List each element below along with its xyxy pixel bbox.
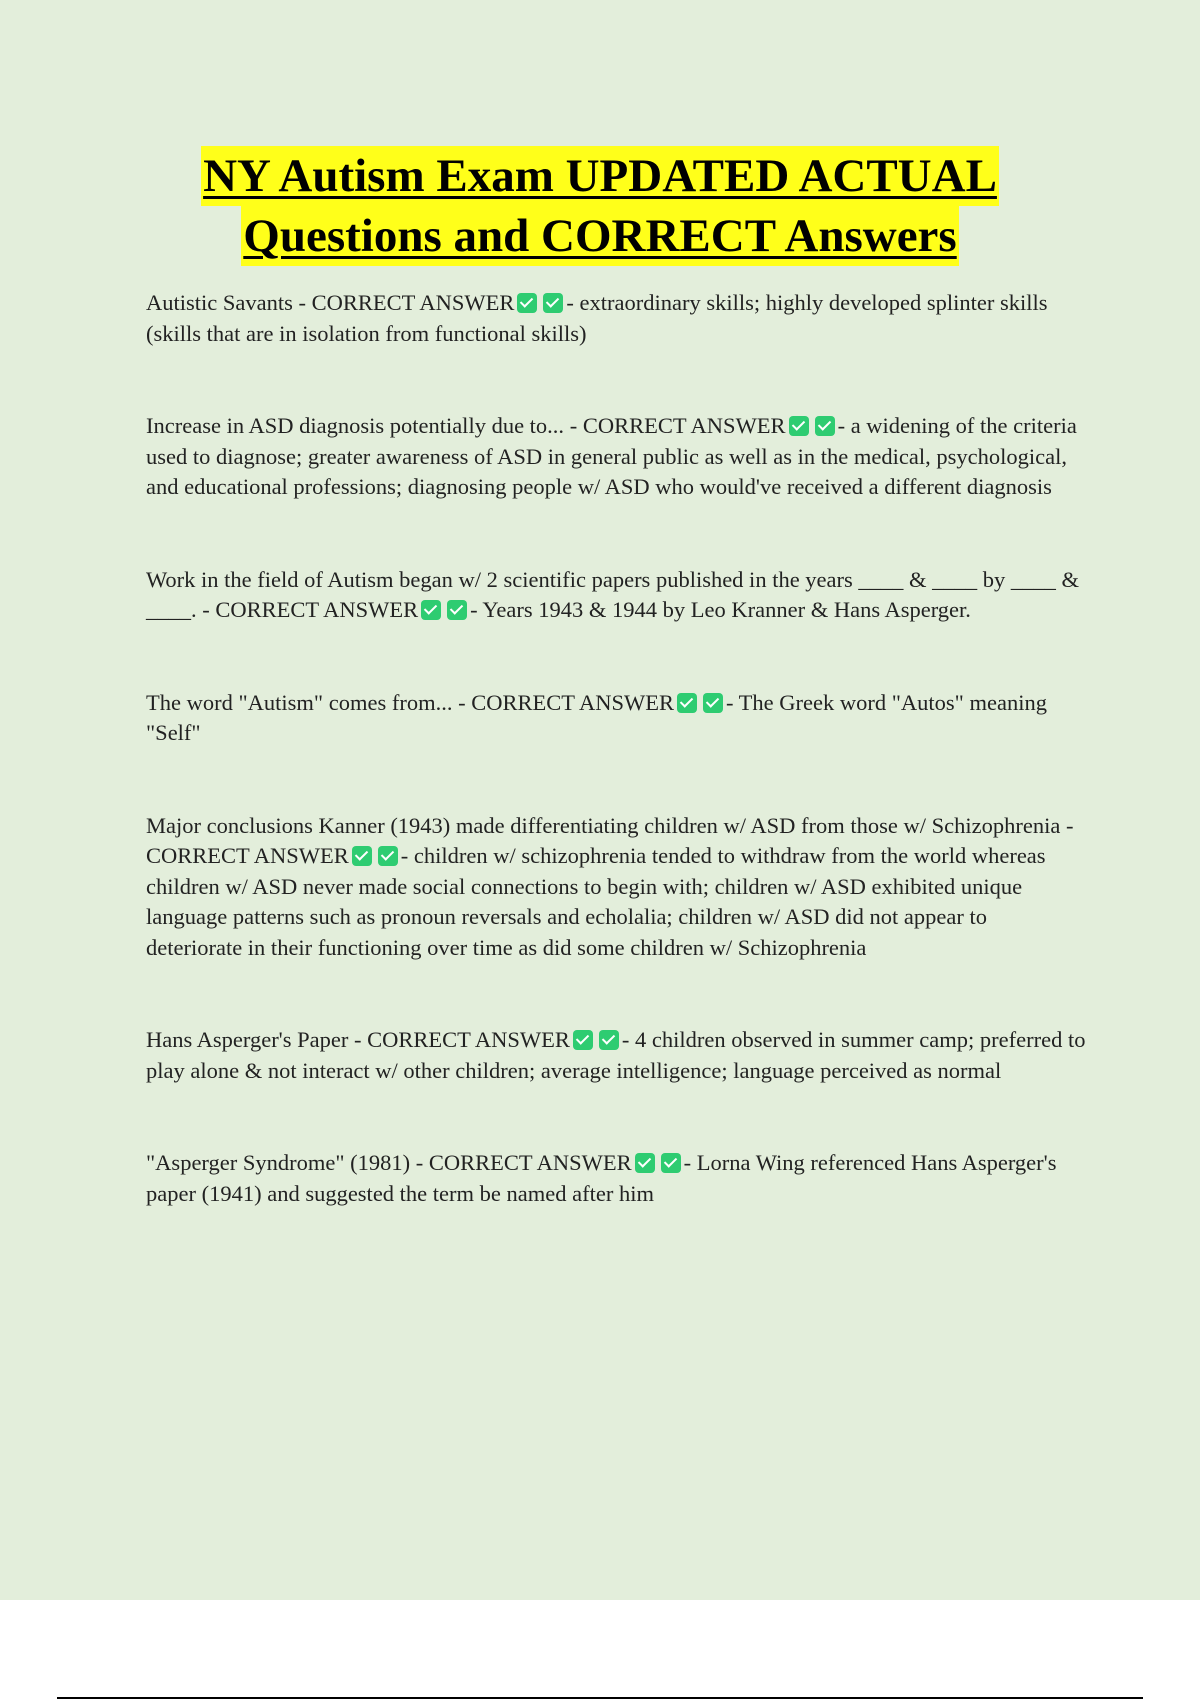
question-text: The word "Autism" comes from...: [146, 689, 453, 715]
check-icon: [517, 293, 537, 313]
title-line-2: Questions and CORRECT Answers: [241, 206, 958, 266]
answer-marker: CORRECT ANSWER: [428, 1150, 632, 1175]
qa-item: Autistic Savants - CORRECT ANSWER - extraordinary skills; highly developed splinter skills (skills that are in isolation from functional skills): [146, 290, 1048, 346]
answer-marker: CORRECT ANSWER: [311, 290, 515, 315]
answer-marker: CORRECT ANSWER: [215, 597, 419, 622]
answer-text: a widening of the criteria used to diagnose; greater awareness of ASD in general public as well as in the medical, psychological, and educational professions; diagnosing people w/ ASD who would've received a different diagnosis: [146, 413, 1077, 499]
qa-item: Major conclusions Kanner (1943) made differentiating children w/ ASD from those w/ Schizophrenia - CORRECT ANSWER - children w/ schizophrenia tended to withdraw from the world whereas children w/ ASD never made social connections to begin with; children w/ ASD exhibited unique language patterns such as pronoun reversals and echolalia; children w/ ASD did not appear to deteriorate in their functioning over time as did some children w/ Schizophrenia: [146, 812, 1074, 960]
check-icon: [661, 1153, 681, 1173]
check-icon: [352, 846, 372, 866]
question-text: Hans Asperger's Paper: [146, 1027, 349, 1052]
answer-text: children w/ schizophrenia tended to withdraw from the world whereas children w/ ASD never made social connections to begin with; children w/ ASD exhibited unique language patterns such as pronoun reversals and echolalia; children w/ ASD did not appear to deteriorate in their functioning over time as did some children w/ Schizophrenia: [146, 843, 1046, 960]
answer-marker: CORRECT ANSWER: [582, 413, 786, 438]
answer-text: extraordinary skills; highly developed splinter skills (skills that are in isolation from functional skills): [146, 290, 1048, 346]
check-icon: [421, 600, 441, 620]
title-line-1: NY Autism Exam UPDATED ACTUAL: [201, 146, 999, 206]
question-text: "Asperger Syndrome" (1981): [146, 1150, 411, 1175]
check-icon: [543, 293, 563, 313]
answer-text: Years 1943 & 1944 by Leo Kranner & Hans Asperger.: [482, 597, 971, 622]
qa-item: Work in the field of Autism began w/ 2 scientific papers published in the years ____ & ____ by ____ & ____. - CORRECT ANSWER - Years 1943 & 1944 by Leo Kranner & Hans Asperger.: [146, 566, 1080, 622]
question-text: Work in the field of Autism began w/ 2 scientific papers published in the years ____ & ____ by ____ & ____.: [146, 566, 1080, 622]
check-icon: [677, 693, 697, 713]
answer-text: Lorna Wing referenced Hans Asperger's paper (1941) and suggested the term be named after him: [146, 1150, 1057, 1206]
answer-text: 4 children observed in summer camp; preferred to play alone & not interact w/ other children; average intelligence; language perceived as normal: [146, 1027, 1086, 1083]
check-icon: [599, 1030, 619, 1050]
qa-item: The word "Autism" comes from... - CORRECT ANSWER - The Greek word "Autos" meaning "Self": [146, 689, 1047, 745]
qa-item: "Asperger Syndrome" (1981) - CORRECT ANSWER - Lorna Wing referenced Hans Asperger's paper (1941) and suggested the term be named after him: [146, 1150, 1057, 1206]
check-icon: [447, 600, 467, 620]
question-text: Major conclusions Kanner (1943) made differentiating children w/ ASD from those w/ Schizophrenia: [146, 812, 1061, 838]
question-text: Increase in ASD diagnosis potentially due to...: [146, 413, 565, 438]
document-title: [0, 146, 1200, 266]
answer-marker: CORRECT ANSWER: [471, 689, 674, 715]
qa-item: Increase in ASD diagnosis potentially due to... - CORRECT ANSWER - a widening of the criteria used to diagnose; greater awareness of ASD in general public as well as in the medical, psychological, and educational professions; diagnosing people w/ ASD who would've received a different diagnosis: [146, 413, 1077, 499]
answer-marker: CORRECT ANSWER: [146, 843, 349, 868]
check-icon: [573, 1030, 593, 1050]
answer-marker: CORRECT ANSWER: [367, 1027, 570, 1052]
footer-divider: [57, 1697, 1143, 1699]
check-icon: [703, 693, 723, 713]
question-text: Autistic Savants: [146, 290, 293, 315]
check-icon: [378, 846, 398, 866]
check-icon: [789, 416, 809, 436]
answer-text: The Greek word "Autos" meaning "Self": [146, 689, 1047, 745]
qa-list: [146, 288, 1086, 1271]
check-icon: [815, 416, 835, 436]
check-icon: [635, 1153, 655, 1173]
qa-item: Hans Asperger's Paper - CORRECT ANSWER - 4 children observed in summer camp; preferred to play alone & not interact w/ other children; average intelligence; language perceived as normal: [146, 1027, 1086, 1083]
